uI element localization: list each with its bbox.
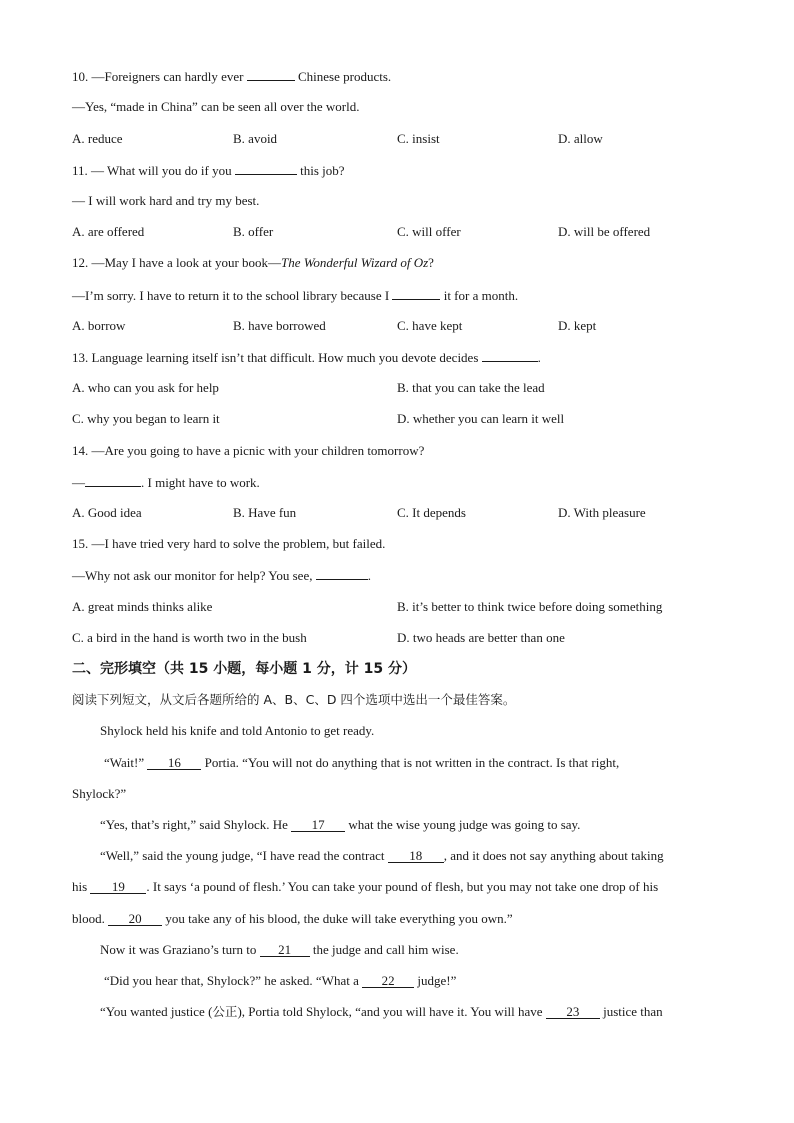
section-heading: 二、完形填空（共 15 小题，每小题 1 分，计 15 分） — [72, 661, 416, 677]
question-13 — [72, 349, 541, 366]
option-d: D. With pleasure — [558, 505, 646, 520]
cloze-blank-19 — [90, 881, 146, 894]
passage-paragraph — [100, 848, 664, 864]
passage-paragraph — [104, 973, 456, 989]
section-instruction: 阅读下列短文，从文后各题所给的 A、B、C、D 四个选项中选出一个最佳答案。 — [72, 692, 516, 707]
cloze-blank-18 — [388, 850, 444, 863]
blank-number: 21 — [278, 942, 292, 957]
option-b: B. Have fun — [233, 505, 297, 520]
blank-number: 17 — [311, 817, 325, 832]
passage-text: “Wait!” — [104, 755, 145, 770]
question-text: 13. Language learning itself isn’t that difficult. How much you devote decides — [72, 350, 479, 365]
option-b: B. it’s better to think twice before doing something — [397, 599, 663, 614]
blank-number: 22 — [381, 973, 395, 988]
option-d: D. kept — [558, 318, 597, 333]
question-text: this job? — [300, 163, 345, 178]
book-title: The Wonderful Wizard of Oz — [281, 255, 429, 270]
option-d: D. two heads are better than one — [397, 630, 565, 645]
option-c: C. It depends — [397, 505, 466, 520]
passage-paragraph: Shylock held his knife and told Antonio to get ready. — [100, 723, 375, 738]
passage-text: , and it does not say anything about taking — [443, 848, 664, 863]
dialogue-text: — — [72, 475, 85, 490]
passage-text: his — [72, 879, 88, 894]
option-c: C. a bird in the hand is worth two in the bush — [72, 630, 307, 645]
blank-number: 20 — [128, 911, 142, 926]
question-text: . — [537, 350, 541, 365]
dialogue-line — [72, 474, 260, 491]
answer-blank — [316, 567, 368, 580]
option-c: C. have kept — [397, 318, 463, 333]
cloze-blank-22 — [362, 975, 414, 988]
passage-text: justice than — [603, 1004, 663, 1019]
passage-text: Portia told Shylock, “and you will have it. You will have — [248, 1004, 543, 1019]
answer-blank — [235, 162, 297, 175]
blank-number: 18 — [409, 848, 423, 863]
option-b: B. have borrowed — [233, 318, 326, 333]
dialogue-line: —Yes, “made in China” can be seen all over the world. — [72, 99, 360, 114]
dialogue-text: —I’m sorry. I have to return it to the school library because I — [72, 288, 390, 303]
passage-paragraph — [100, 942, 459, 958]
passage-text: ), — [237, 1004, 246, 1019]
passage-text: judge!” — [417, 973, 457, 988]
answer-blank — [392, 287, 440, 300]
passage-text: Portia. “You will not do anything that is not written in the contract. Is that right, — [204, 755, 620, 770]
question-text: 11. — What will you do if you — [72, 163, 232, 178]
dialogue-text: . — [367, 568, 371, 583]
option-a: A. are offered — [72, 224, 145, 239]
passage-paragraph — [72, 879, 658, 895]
question-text: Chinese products. — [297, 69, 392, 84]
option-b: B. that you can take the lead — [397, 380, 545, 395]
question-14: 14. —Are you going to have a picnic with your children tomorrow? — [72, 443, 425, 458]
answer-blank — [482, 349, 538, 362]
option-b: B. avoid — [233, 131, 278, 146]
dialogue-text: it for a month. — [443, 288, 519, 303]
option-b: B. offer — [233, 224, 274, 239]
passage-text: “Did you hear that, Shylock?” he asked. “What a — [104, 973, 359, 988]
option-a: A. who can you ask for help — [72, 380, 219, 395]
passage-paragraph — [72, 911, 513, 927]
question-10 — [72, 68, 391, 85]
cloze-blank-17 — [291, 819, 345, 832]
passage-text: . It says ‘a pound of flesh.’ You can take your pound of flesh, but you may not take one drop of his — [146, 879, 659, 894]
answer-blank — [85, 474, 141, 487]
passage-paragraph — [100, 1004, 663, 1020]
question-12 — [72, 255, 434, 271]
passage-text: Now it was Graziano’s turn to — [100, 942, 257, 957]
cloze-blank-23 — [546, 1006, 600, 1019]
dialogue-line — [72, 287, 518, 304]
option-c: C. will offer — [397, 224, 461, 239]
option-a: A. Good idea — [72, 505, 142, 520]
option-d: D. allow — [558, 131, 603, 146]
option-d: D. whether you can learn it well — [397, 411, 565, 426]
question-11 — [72, 162, 345, 179]
cloze-blank-16 — [147, 757, 201, 770]
passage-text: blood. — [72, 911, 105, 926]
answer-blank — [247, 68, 295, 81]
dialogue-line: — I will work hard and try my best. — [72, 193, 260, 208]
chinese-gloss: 公正 — [212, 1004, 238, 1019]
passage-text: the judge and call him wise. — [312, 942, 459, 957]
option-c: C. insist — [397, 131, 440, 146]
passage-paragraph — [100, 817, 580, 833]
option-a: A. great minds thinks alike — [72, 599, 213, 614]
passage-text: “Well,” said the young judge, “I have read the contract — [100, 848, 385, 863]
blank-number: 16 — [167, 755, 181, 770]
passage-paragraph — [104, 755, 619, 771]
passage-text: “Yes, that’s right,” said Shylock. He — [100, 817, 288, 832]
passage-text: “You wanted justice ( — [100, 1004, 213, 1019]
question-text: 10. —Foreigners can hardly ever — [72, 69, 244, 84]
dialogue-line — [72, 567, 371, 584]
dialogue-text: —Why not ask our monitor for help? You see, — [72, 568, 313, 583]
dialogue-text: . I might have to work. — [141, 475, 260, 490]
cloze-blank-20 — [108, 913, 162, 926]
passage-text: you take any of his blood, the duke will take everything you own.” — [165, 911, 513, 926]
question-text: 12. —May I have a look at your book— — [72, 255, 282, 270]
option-c: C. why you began to learn it — [72, 411, 220, 426]
question-15: 15. —I have tried very hard to solve the problem, but failed. — [72, 536, 386, 551]
blank-number: 19 — [111, 879, 125, 894]
option-d: D. will be offered — [558, 224, 651, 239]
passage-text: what the wise young judge was going to say. — [348, 817, 581, 832]
question-text: ? — [428, 255, 434, 270]
option-a: A. reduce — [72, 131, 123, 146]
blank-number: 23 — [566, 1004, 580, 1019]
cloze-blank-21 — [260, 944, 310, 957]
option-a: A. borrow — [72, 318, 126, 333]
passage-text: Shylock?” — [72, 786, 127, 801]
